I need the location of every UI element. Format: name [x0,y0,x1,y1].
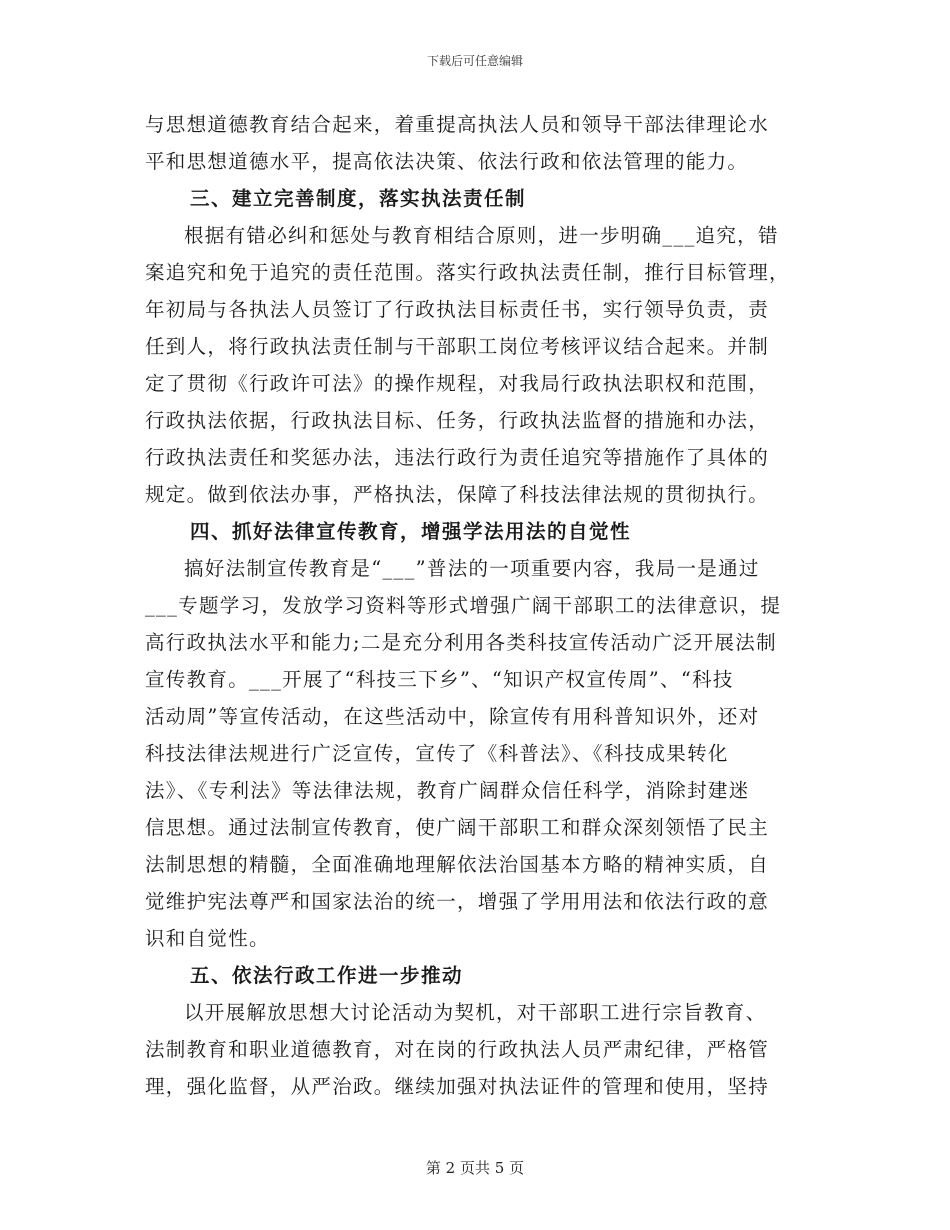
paragraph-line: 搞好法制宣传教育是“___”普法的一项重要内容，我局一是通过 [184,557,760,580]
section-heading-4: 四、抓好法律宣传教育，增强学法用法的自觉性 [190,520,632,543]
paragraph-line: 与思想道德教育结合起来，着重提高执法人员和领导干部法律理论水 [145,113,770,136]
paragraph-line: ___专题学习，发放学习资料等形式增强广阔干部职工的法律意识，提 [145,594,782,617]
paragraph-line: 觉维护宪法尊严和国家法治的统一，增强了学用用法和依法行政的意 [145,890,770,913]
page-number: 第 2 页共 5 页 [425,1159,525,1177]
paragraph-line: 法制思想的精髓，全面准确地理解依法治国基本方略的精神实质，自 [145,853,770,876]
paragraph-line: 科技法律法规进行广泛宣传，宣传了《科普法》、《科技成果转化 [145,742,729,765]
section-heading-3: 三、建立完善制度，落实执法责任制 [190,187,527,210]
paragraph-line: 年初局与各执法人员签订了行政执法目标责任书，实行领导负责，责 [145,298,770,321]
page-header: 下载后可任意编辑 [426,54,523,68]
paragraph-line: 以开展解放思想大讨论活动为契机，对干部职工进行宗旨教育、 [184,1001,767,1024]
paragraph-line: 活动周”等宣传活动，在这些活动中，除宣传有用科普知识外，还对 [145,705,760,728]
paragraph-line: 宣传教育。___开展了“科技三下乡”、“知识产权宣传周”、“科技 [145,668,734,691]
paragraph-line: 高行政执法水平和能力;二是充分利用各类科技宣传活动广泛开展法制 [145,631,777,654]
paragraph-line: 法》、《专利法》等法律法规，教育广阔群众信任科学，消除封建迷 [145,779,750,802]
paragraph-line: 法制教育和职业道德教育，对在岗的行政执法人员严肃纪律，严格管 [145,1038,770,1061]
paragraph-line: 行政执法依据，行政执法目标、任务，行政执法监督的措施和办法， [145,409,770,432]
paragraph-line: 信思想。通过法制宣传教育，使广阔干部职工和群众深刻领悟了民主 [145,816,770,839]
paragraph-line: 案追究和免于追究的责任范围。落实行政执法责任制，推行目标管理， [145,261,790,284]
paragraph-line: 任到人，将行政执法责任制与干部职工岗位考核评议结合起来。并制 [145,335,770,358]
paragraph-line: 理，强化监督，从严治政。继续加强对执法证件的管理和使用，坚持 [145,1075,770,1098]
paragraph-line: 平和思想道德水平，提高依法决策、依法行政和依法管理的能力。 [145,150,749,173]
document-body [145,106,805,1105]
paragraph-line: 根据有错必纠和惩处与教育相结合原则，进一步明确___追究，错 [184,224,779,247]
paragraph-line: 行政执法责任和奖惩办法，违法行政行为责任追究等措施作了具体的 [145,446,770,469]
paragraph-line: 规定。做到依法办事，严格执法，保障了科技法律法规的贯彻执行。 [145,483,770,506]
paragraph-line: 识和自觉性。 [145,927,270,950]
paragraph-line: 定了贯彻《行政许可法》的操作规程，对我局行政执法职权和范围， [145,372,770,395]
section-heading-5: 五、依法行政工作进一步推动 [190,964,464,987]
